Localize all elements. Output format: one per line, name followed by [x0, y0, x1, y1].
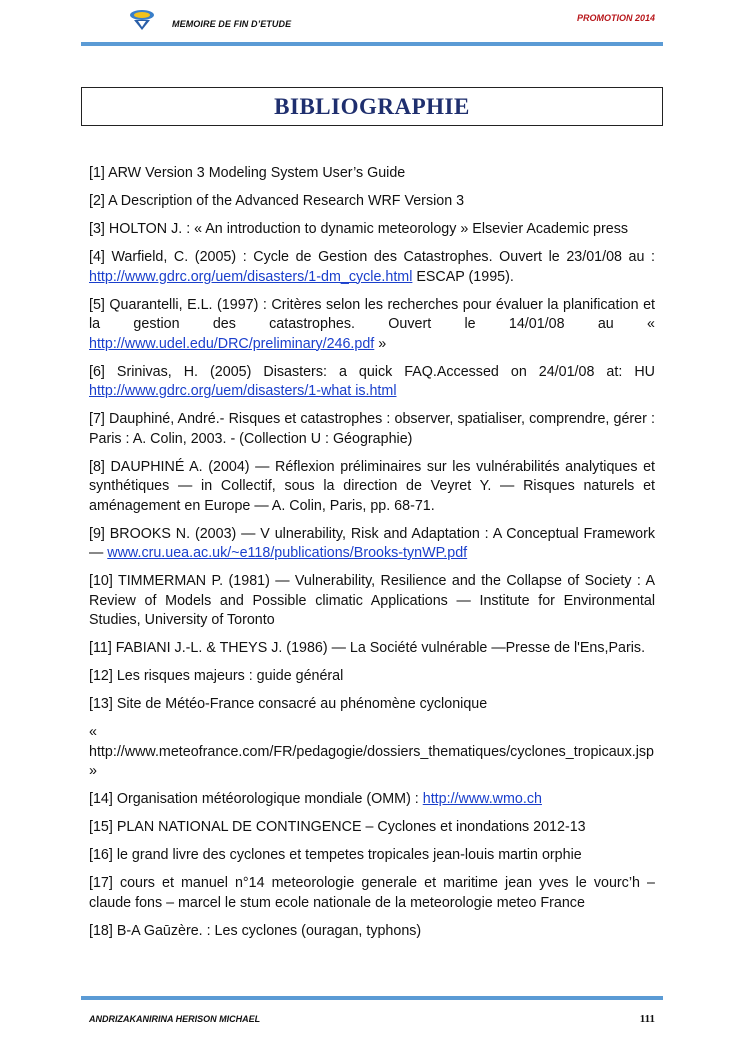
reference-item — [89, 723, 655, 782]
reference-item — [89, 248, 655, 287]
footer-rule — [81, 996, 663, 1000]
header-title: MEMOIRE DE FIN D’ETUDE — [172, 19, 292, 29]
reference-text: » — [374, 335, 387, 352]
page-title: BIBLIOGRAPHIE — [274, 93, 470, 119]
reference-text: [18] B-A Gaūzère. : Les cyclones (ouragan, typhons) — [89, 922, 422, 939]
reference-item — [89, 922, 655, 942]
reference-text: [10] TIMMERMAN P. (1981) — Vulnerability, Resilience and the Collapse of Society : A Review of Models and Possible climatic Applications — Institute for Environmental Studies, University of Toronto — [89, 573, 655, 628]
reference-text: [9] BROOKS N. (2003) — V ulnerability, Risk and Adaptation : A Conceptual Framework — — [89, 525, 655, 561]
header-promotion: PROMOTION 2014 — [576, 13, 655, 23]
reference-text: [16] le grand livre des cyclones et tempetes tropicales jean-louis martin orphie — [89, 847, 582, 863]
reference-text: [7] Dauphiné, André.- Risques et catastrophes : observer, spatialiser, comprendre, gérer : Paris : A. Colin, 2003. - (Collection U : Géographie) — [89, 411, 655, 447]
page-number: 111 — [639, 1013, 655, 1025]
reference-item — [89, 164, 655, 184]
page-header — [0, 0, 745, 48]
reference-text: [17] cours et manuel n°14 meteorologie generale et maritime jean yves le vourc’h – claude fons – marcel le stum ecole nationale de la meteorologie meteo France — [89, 875, 655, 911]
reference-text: [14] Organisation météorologique mondiale (OMM) : — [89, 791, 423, 807]
reference-text: [15] PLAN NATIONAL DE CONTINGENCE – Cyclones et inondations 2012-13 — [89, 819, 586, 835]
reference-item — [89, 874, 655, 913]
reference-link[interactable]: http://www.gdrc.org/uem/disasters/1-dm_cycle.html — [89, 268, 413, 285]
reference-text: [4] Warfield, C. (2005) : Cycle de Gestion des Catastrophes. Ouvert le 23/01/08 au : — [89, 249, 655, 265]
reference-text: ESCAP (1995). — [412, 268, 514, 285]
title-box — [81, 87, 663, 126]
reference-link[interactable]: www.cru.uea.ac.uk/~e118/publications/Brooks-tynWP.pdf — [107, 545, 468, 561]
header-rule — [81, 42, 663, 46]
reference-text: [2] A Description of the Advanced Research WRF Version 3 — [89, 193, 465, 209]
reference-item — [89, 458, 655, 517]
reference-text: [1] ARW Version 3 Modeling System User’s Guide — [89, 165, 406, 181]
reference-text: [8] DAUPHINÉ A. (2004) — Réflexion préliminaires sur les vulnérabilités analytiques et synthétiques — in Collectif, sous la direction de Veyret Y. — Risques naturels et aménagement en Europe — A. Colin, Paris, pp. 68-71. — [89, 458, 655, 514]
reference-item — [89, 818, 655, 838]
reference-item — [89, 192, 655, 212]
reference-text: [12] Les risques majeurs : guide général — [89, 668, 344, 684]
footer-author: ANDRIZAKANIRINA HERISON MICHAEL — [89, 1014, 261, 1024]
reference-list — [89, 164, 655, 950]
reference-item — [89, 410, 655, 449]
reference-text: [11] FABIANI J.-L. & THEYS J. (1986) — La Société vulnérable —Presse de l'Ens,Paris. — [89, 640, 646, 656]
reference-item — [89, 363, 655, 402]
reference-item — [89, 525, 655, 564]
reference-item — [89, 695, 655, 715]
reference-text: [6] Srinivas, H. (2005) Disasters: a quick FAQ.Accessed on 24/01/08 at: HU — [89, 363, 655, 380]
reference-link[interactable]: http://www.gdrc.org/uem/disasters/1-what is.html — [89, 383, 397, 399]
reference-text: [3] HOLTON J. : « An introduction to dynamic meteorology » Elsevier Academic press — [89, 221, 629, 237]
reference-item — [89, 790, 655, 810]
reference-text: [13] Site de Météo-France consacré au phénomène cyclonique — [89, 696, 488, 712]
reference-link[interactable]: http://www.wmo.ch — [422, 791, 542, 807]
reference-item — [89, 296, 655, 355]
reference-text: « http://www.meteofrance.com/FR/pedagogie/dossiers_thematiques/cyclones_tropicaux.jsp » — [89, 724, 655, 779]
reference-link[interactable]: http://www.udel.edu/DRC/preliminary/246.pdf — [89, 335, 375, 352]
reference-item — [89, 846, 655, 866]
reference-item — [89, 220, 655, 240]
reference-item — [89, 667, 655, 687]
school-logo-icon — [128, 8, 156, 32]
reference-text: [5] Quarantelli, E.L. (1997) : Critères selon les recherches pour évaluer la planification et la gestion des catastrophes. Ouvert le 14/01/08 au « — [89, 296, 655, 332]
reference-item — [89, 572, 655, 631]
reference-item — [89, 639, 655, 659]
